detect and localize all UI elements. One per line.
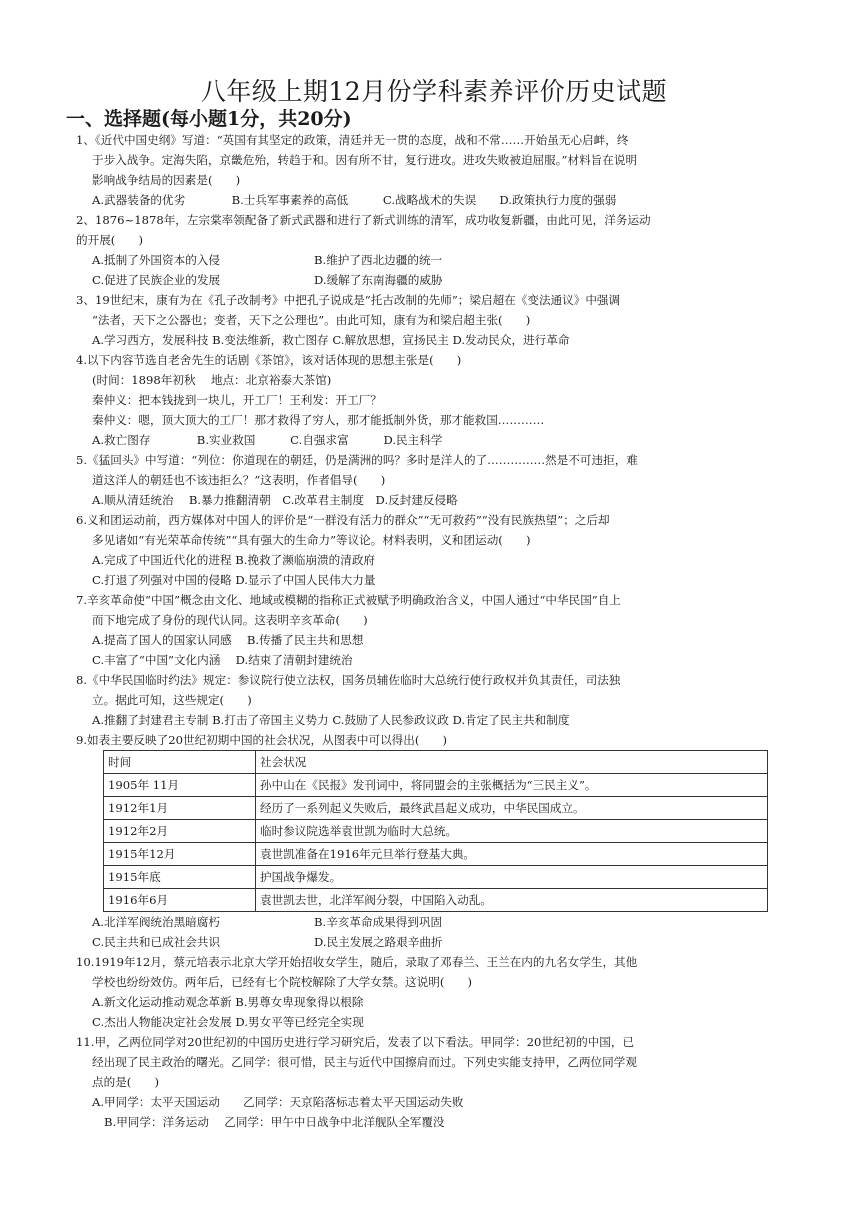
table-cell-status: 孙中山在《民报》发刊词中，将同盟会的主张概括为“三民主义”。 [256,774,768,797]
option-b: B.维护了西北边疆的统一 [314,253,443,267]
history-table [103,750,768,912]
table-cell-time: 1905年 11月 [104,774,256,797]
question-8-line: 立。据此可知，这些规定( ) [92,693,252,707]
question-1-line: 1、《近代中国史纲》写道：“英国有其坚定的政策，清廷并无一贯的态度，战和不常……开始虽无心启衅，终 [76,133,629,147]
question-7-options: A.提高了国人的国家认同感 B.传播了民主共和思想 [92,633,364,647]
option-d: D.民主发展之路艰辛曲折 [314,935,443,949]
question-11-line: 11.甲，乙两位同学对20世纪初的中国历史进行学习研究后，发表了以下看法。甲同学：20世纪初的中国，已 [76,1035,635,1049]
question-4-options: A.救亡图存 B.实业救国 C.自强求富 D.民主科学 [92,433,443,447]
table-header-row [104,751,768,774]
exam-title: 八年级上期12月份学科素养评价历史试题 [200,77,668,106]
question-6-line: 6.义和团运动前，西方媒体对中国人的评价是“一群没有活力的群众”“无可救药”“没有民族热望”；之后却 [76,513,610,527]
question-6-options: C.打退了列强对中国的侵略 D.显示了中国人民伟大力量 [92,573,376,587]
question-10-options: A.新文化运动推动观念革新 B.男尊女卑现象得以根除 [92,995,364,1009]
table-cell-status: 袁世凯准备在1916年元旦举行登基大典。 [256,843,768,866]
table-row [104,774,768,797]
table-row [104,820,768,843]
question-1-options: A.武器装备的优劣 B.士兵军事素养的高低 C.战略战术的失误 D.政策执行力度的强弱 [92,193,617,207]
question-11-line: 经出现了民主政治的曙光。乙同学：很可惜，民主与近代中国擦肩而过。下列史实能支持甲，乙两位同学观 [92,1055,637,1069]
question-3-line: “法者，天下之公器也；变者，天下之公理也”。由此可知，康有为和梁启超主张( ) [92,313,531,327]
table-header-cell: 时间 [104,751,256,774]
question-7-line: 而下地完成了身份的现代认同。这表明辛亥革命( ) [92,613,368,627]
question-10-options: C.杰出人物能决定社会发展 D.男女平等已经完全实现 [92,1015,364,1029]
question-7-options: C.丰富了“中国”文化内涵 D.结束了清朝封建统治 [92,653,353,667]
questions [76,130,776,1132]
option-c: C.民主共和已成社会共识 [92,935,221,949]
question-2-options [76,250,776,270]
question-4-line: 秦仲义：把本钱拢到一块儿，开工厂！王利发：开工厂？ [92,393,382,407]
question-11-options: B.甲同学：洋务运动 乙同学：甲午中日战争中北洋舰队全军覆没 [104,1115,445,1129]
question-2-line: 2、1876~1878年，左宗棠率领配备了新式武器和进行了新式训练的清军，成功收复新疆，由此可见，洋务运动 [76,213,651,227]
question-11-line: 点的是( ) [92,1075,160,1089]
table-cell-status: 袁世凯去世，北洋军阀分裂，中国陷入动乱。 [256,889,768,912]
question-4-line: 秦仲义：嗯，顶大顶大的工厂！那才救得了穷人，那才能抵制外货，那才能救国………… [92,413,545,427]
section-heading: 一、选择题(每小题1分，共20分) [66,108,352,130]
table-cell-status: 护国战争爆发。 [256,866,768,889]
question-6-line: 多见诸如“有光荣革命传统”“具有强大的生命力”等议论。材料表明，义和团运动( ) [92,533,531,547]
question-4-line: (时间：1898年初秋 地点：北京裕泰大茶馆) [92,373,332,387]
question-6-options: A.完成了中国近代化的进程 B.挽救了濒临崩溃的清政府 [92,553,376,567]
question-8-options: A.推翻了封建君主专制 B.打击了帝国主义势力 C.鼓励了人民参政议政 D.肯定了民主共和制度 [92,713,570,727]
question-10-line: 10.1919年12月，蔡元培表示北京大学开始招收女学生，随后，录取了邓春兰、王兰在内的九名女学生，其他 [76,955,638,969]
table-row [104,889,768,912]
question-9-options [76,912,776,932]
question-9-options [76,932,776,952]
option-c: C.促进了民族企业的发展 [92,273,221,287]
question-9-line: 9.如表主要反映了20世纪初期中国的社会状况，从图表中可以得出( ) [76,733,448,747]
option-a: A.北洋军阀统治黑暗腐朽 [92,915,220,929]
table-row [104,843,768,866]
table-cell-status: 临时参议院选举袁世凯为临时大总统。 [256,820,768,843]
table-cell-time: 1912年1月 [104,797,256,820]
table-cell-time: 1915年底 [104,866,256,889]
option-b: B.辛亥革命成果得到巩固 [314,915,443,929]
table-row [104,866,768,889]
table-cell-status: 经历了一系列起义失败后，最终武昌起义成功，中华民国成立。 [256,797,768,820]
question-7-line: 7.辛亥革命使“中国”概念由文化、地域或模糊的指称正式被赋予明确政治含义，中国人通过“中华民国”自上 [76,593,621,607]
question-5-line: 道这洋人的朝廷也不该违拒么？”这表明，作者倡导( ) [92,473,386,487]
option-d: D.缓解了东南海疆的威胁 [314,273,443,287]
table-cell-time: 1916年6月 [104,889,256,912]
table-cell-time: 1915年12月 [104,843,256,866]
option-a: A.抵制了外国资本的入侵 [92,253,220,267]
table-header-cell: 社会状况 [256,751,768,774]
question-2-line: 的开展( ) [76,233,144,247]
question-3-options: A.学习西方，发展科技 B.变法维新，救亡图存 C.解放思想，宣扬民主 D.发动民众，进行革命 [92,333,570,347]
question-3-line: 3、19世纪末，康有为在《孔子改制考》中把孔子说成是“托古改制的先师”；梁启超在《变法通议》中强调 [76,293,621,307]
question-1-line: 于步入战争。定海失陷，京畿危殆，转趋于和。因有所不甘，复行进攻。进攻失败被迫屈服。”材料旨在说明 [92,153,638,167]
question-11-options: A.甲同学：太平天国运动 乙同学：天京陷落标志着太平天国运动失败 [92,1095,464,1109]
question-5-options: A.顺从清廷统治 B.暴力推翻清朝 C.改革君主制度 D.反封建反侵略 [92,493,458,507]
question-10-line: 学校也纷纷效仿。两年后，已经有七个院校解除了大学女禁。这说明( ) [92,975,473,989]
question-2-options [76,270,776,290]
question-4-line: 4.以下内容节选自老舍先生的话剧《茶馆》，该对话体现的思想主张是( ) [76,353,462,367]
question-5-line: 5.《猛回头》中写道：“列位：你道现在的朝廷，仍是满洲的吗？多时是洋人的了……………然是不可违拒，难 [76,453,638,467]
question-8-line: 8.《中华民国临时约法》规定：参议院行使立法权，国务员辅佐临时大总统行使行政权并负其责任，司法独 [76,673,621,687]
question-1-line: 影响战争结局的因素是( ) [92,173,241,187]
table-row [104,797,768,820]
table-cell-time: 1912年2月 [104,820,256,843]
